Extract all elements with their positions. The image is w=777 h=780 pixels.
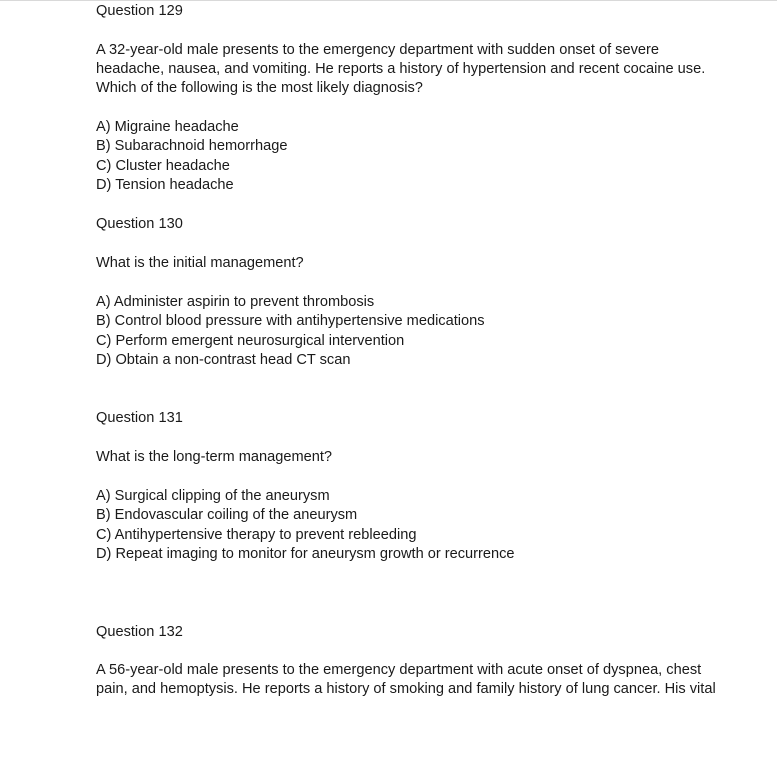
answer-option: A) Surgical clipping of the aneurysm	[96, 488, 330, 504]
answer-option: A) Migraine headache	[96, 119, 239, 135]
answer-option: C) Cluster headache	[96, 158, 230, 174]
question-stem-line: What is the long-term management?	[96, 449, 333, 465]
question-stem-line: pain, and hemoptysis. He reports a history of smoking and family history of lung cancer. His vital	[96, 681, 716, 697]
question-stem-line: Which of the following is the most likely diagnosis?	[96, 80, 423, 96]
question-stem-line: headache, nausea, and vomiting. He reports a history of hypertension and recent cocaine use.	[96, 61, 706, 77]
page-top-border	[0, 0, 777, 1]
question-heading: Question 129	[96, 3, 183, 19]
answer-option: A) Administer aspirin to prevent thrombosis	[96, 294, 375, 310]
question-heading: Question 131	[96, 410, 183, 426]
question-stem-line: A 32-year-old male presents to the emergency department with sudden onset of severe	[96, 42, 659, 58]
answer-option: D) Obtain a non-contrast head CT scan	[96, 352, 351, 368]
answer-option: D) Tension headache	[96, 177, 234, 193]
answer-option: B) Subarachnoid hemorrhage	[96, 138, 288, 154]
answer-option: B) Endovascular coiling of the aneurysm	[96, 507, 358, 523]
question-heading: Question 132	[96, 624, 183, 640]
answer-option: C) Perform emergent neurosurgical intervention	[96, 333, 405, 349]
answer-option: D) Repeat imaging to monitor for aneurysm growth or recurrence	[96, 546, 515, 562]
question-stem-line: What is the initial management?	[96, 255, 304, 271]
question-stem-line: A 56-year-old male presents to the emergency department with acute onset of dyspnea, chest	[96, 662, 702, 678]
answer-option: C) Antihypertensive therapy to prevent rebleeding	[96, 527, 417, 543]
question-heading: Question 130	[96, 216, 183, 232]
answer-option: B) Control blood pressure with antihypertensive medications	[96, 313, 485, 329]
